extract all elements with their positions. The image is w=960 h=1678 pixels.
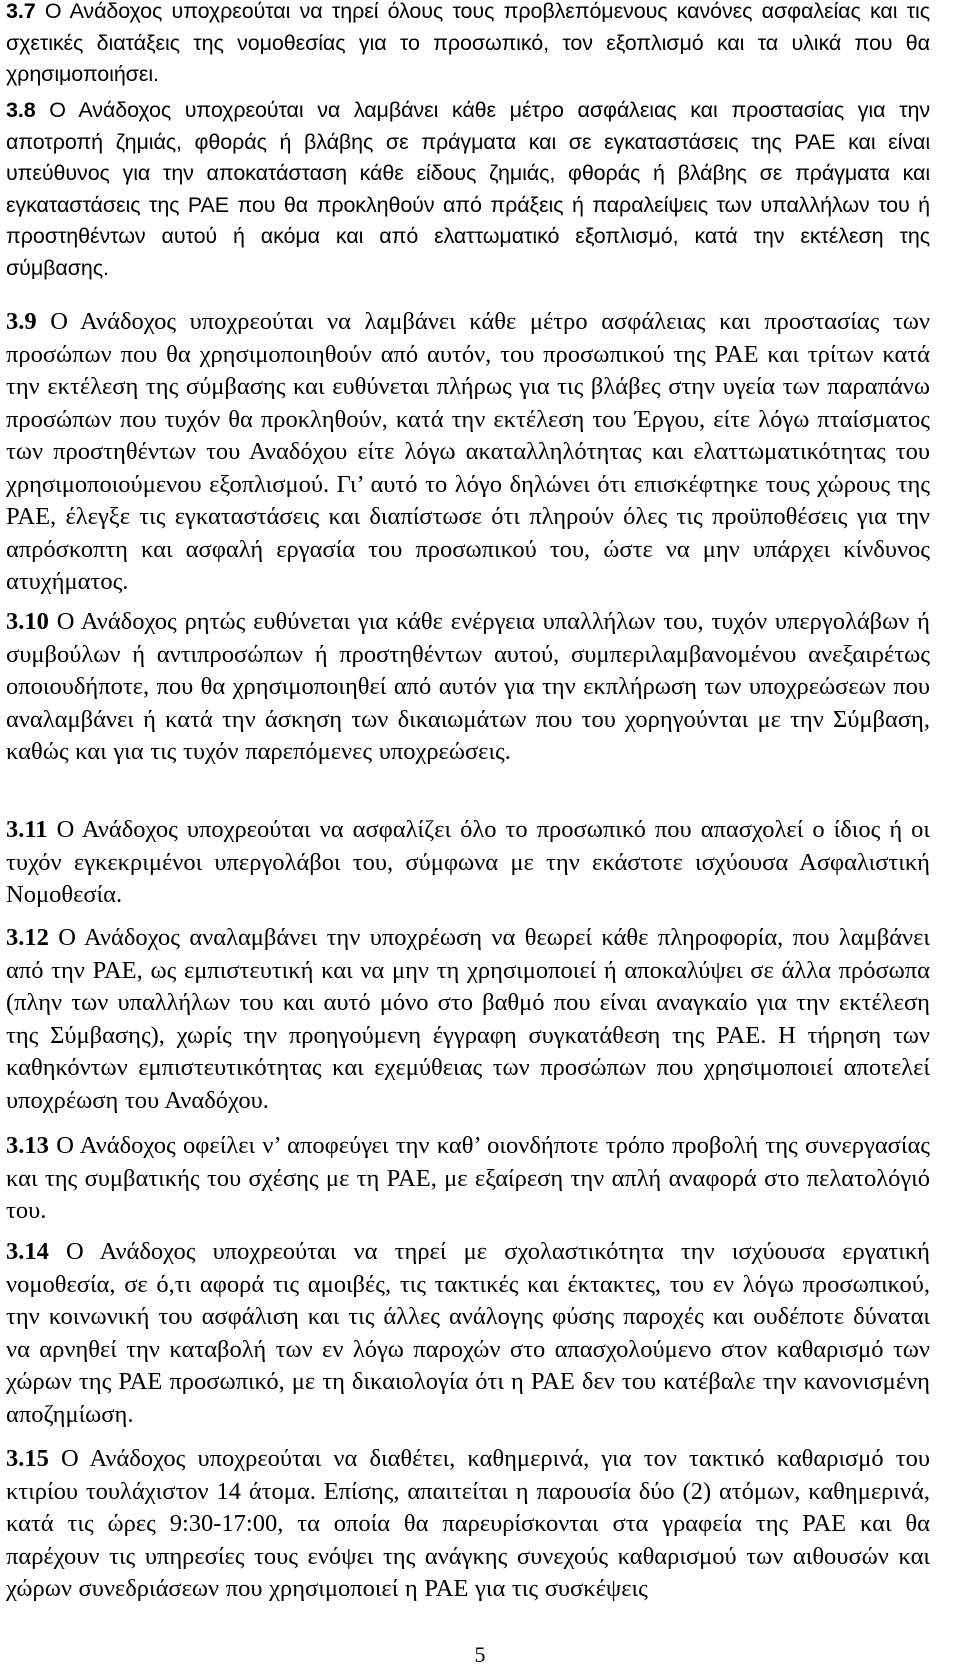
paragraph-3-13	[6, 1130, 930, 1228]
paragraph-number: 3.11	[6, 816, 48, 843]
paragraph-3-7	[6, 0, 930, 91]
paragraph-3-15	[6, 1443, 930, 1606]
paragraph-3-11	[6, 814, 930, 912]
paragraph-text: Ο Ανάδοχος υποχρεούται να λαμβάνει κάθε μέτρο ασφάλειας και προστασίας των προσώπων που θα χρησιμοποιηθούν από αυτόν, του προσωπικού της ΡΑΕ και τρίτων κατά την εκτέλεση της σύμβασης και ευθύνεται πλήρως για τις βλάβες στην υγεία των παραπάνω προσώπων που τυχόν θα προκληθούν, κατά την εκτέλεση του Έργου, είτε λόγω πταίσματος των προστηθέντων του Αναδόχου είτε λόγω ακαταλληλότητας και ελαττωματικότητας του χρησιμοποιούμενου εξοπλισμού. Γι’ αυτό το λόγο δηλώνει ότι επισκέφτηκε τους χώρους της ΡΑΕ, έλεγξε τις εγκαταστάσεις και διαπίστωσε ότι πληρούν όλες τις προϋποθέσεις για την απρόσκοπτη και ασφαλή εργασία του προσωπικού του, ώστε να μην υπάρχει κίνδυνος ατυχήματος.	[6, 308, 930, 595]
paragraph-3-8	[6, 95, 930, 284]
page-number: 5	[474, 1642, 486, 1667]
paragraph-number: 3.9	[6, 308, 37, 335]
paragraph-text: Ο Ανάδοχος υποχρεούται να λαμβάνει κάθε μέτρο ασφάλειας και προστασίας για την αποτροπή ζημιάς, φθοράς ή βλάβης σε πράγματα και σε εγκαταστάσεις της ΡΑΕ και είναι υπεύθυνος για την αποκατάσταση κάθε είδους ζημιάς, φθοράς ή βλάβης σε πράγματα και εγκαταστάσεις της ΡΑΕ που θα προκληθούν από πράξεις ή παραλείψεις των υπαλλήλων του ή προστηθέντων αυτού ή ακόμα και από ελαττωματικό εξοπλισμό, κατά την εκτέλεση της σύμβασης.	[6, 98, 930, 280]
paragraph-number: 3.10	[6, 608, 49, 635]
paragraph-3-12	[6, 922, 930, 1117]
paragraph-3-9	[6, 306, 930, 599]
paragraph-text: Ο Ανάδοχος υποχρεούται να τηρεί με σχολαστικότητα την ισχύουσα εργατική νομοθεσία, σε ό,τι αφορά τις αμοιβές, τις τακτικές και έκτακτες, του εν λόγω προσωπικού, την κοινωνική του ασφάλιση και τις άλλες ανάλογης φύσης παροχές και ουδέποτε δύναται να αρνηθεί την καταβολή των εν λόγω παροχών στο απασχολούμενο στον καθαρισμό των χώρων της ΡΑΕ προσωπικό, με τη δικαιολογία ότι η ΡΑΕ δεν του κατέβαλε την κανονισμένη αποζημίωση.	[6, 1238, 930, 1428]
paragraph-text: Ο Ανάδοχος οφείλει ν’ αποφεύγει την καθ’ οιονδήποτε τρόπο προβολή της συνεργασίας και της συμβατικής του σχέσης με τη ΡΑΕ, με εξαίρεση την απλή αναφορά στο πελατολόγιό του.	[6, 1132, 930, 1224]
paragraph-number: 3.8	[6, 98, 36, 122]
paragraph-3-14	[6, 1236, 930, 1431]
paragraph-number: 3.13	[6, 1132, 49, 1159]
paragraph-number: 3.15	[6, 1445, 49, 1472]
paragraph-number: 3.7	[6, 0, 36, 23]
paragraph-text: Ο Ανάδοχος ρητώς ευθύνεται για κάθε ενέργεια υπαλλήλων του, τυχόν υπεργολάβων ή συμβούλων ή αντιπροσώπων ή προστηθέντων αυτού, συμπεριλαμβανομένου ανεξαιρέτως οποιουδήποτε, που θα χρησιμοποιηθεί από αυτόν για την εκπλήρωση των υποχρεώσεων που αναλαμβάνει ή κατά την άσκηση των δικαιωμάτων που του χορηγούνται με την Σύμβαση, καθώς και για τις τυχόν παρεπόμενες υποχρεώσεις.	[6, 608, 930, 765]
paragraph-text: Ο Ανάδοχος υποχρεούται να τηρεί όλους τους προβλεπόμενους κανόνες ασφαλείας και τις σχετικές διατάξεις της νομοθεσίας για το προσωπικό, τον εξοπλισμό και τα υλικά που θα χρησιμοποιήσει.	[6, 0, 930, 86]
paragraph-text: Ο Ανάδοχος υποχρεούται να διαθέτει, καθημερινά, για τον τακτικό καθαρισμό του κτιρίου τουλάχιστον 14 άτομα. Επίσης, απαιτείται η παρουσία δύο (2) ατόμων, καθημερινά, κατά τις ώρες 9:30-17:00, τα οποία θα παρευρίσκονται στα γραφεία της ΡΑΕ και θα παρέχουν τις υπηρεσίες τους ενόψει της ανάγκης συνεχούς καθαρισμού των αιθουσών και χώρων συνεδριάσεων που χρησιμοποιεί η ΡΑΕ για τις συσκέψεις	[6, 1445, 930, 1602]
paragraph-text: Ο Ανάδοχος αναλαμβάνει την υποχρέωση να θεωρεί κάθε πληροφορία, που λαμβάνει από την ΡΑΕ, ως εμπιστευτική και να μην τη χρησιμοποιεί ή αποκαλύψει σε άλλα πρόσωπα (πλην των υπαλλήλων του και αυτό μόνο στο βαθμό που είναι αναγκαίο για την εκτέλεση της Σύμβασης), χωρίς την προηγούμενη έγγραφη συγκατάθεση της ΡΑΕ. Η τήρηση των καθηκόντων εμπιστευτικότητας και εχεμύθειας των προσώπων που χρησιμοποιεί αποτελεί υποχρέωση του Αναδόχου.	[6, 924, 930, 1114]
paragraph-3-10	[6, 606, 930, 769]
paragraph-number: 3.12	[6, 924, 49, 951]
paragraph-text: Ο Ανάδοχος υποχρεούται να ασφαλίζει όλο το προσωπικό που απασχολεί ο ίδιος ή οι τυχόν εγκεκριμένοι υπεργολάβοι του, σύμφωνα με την εκάστοτε ισχύουσα Ασφαλιστική Νομοθεσία.	[6, 816, 930, 908]
paragraph-number: 3.14	[6, 1238, 49, 1265]
